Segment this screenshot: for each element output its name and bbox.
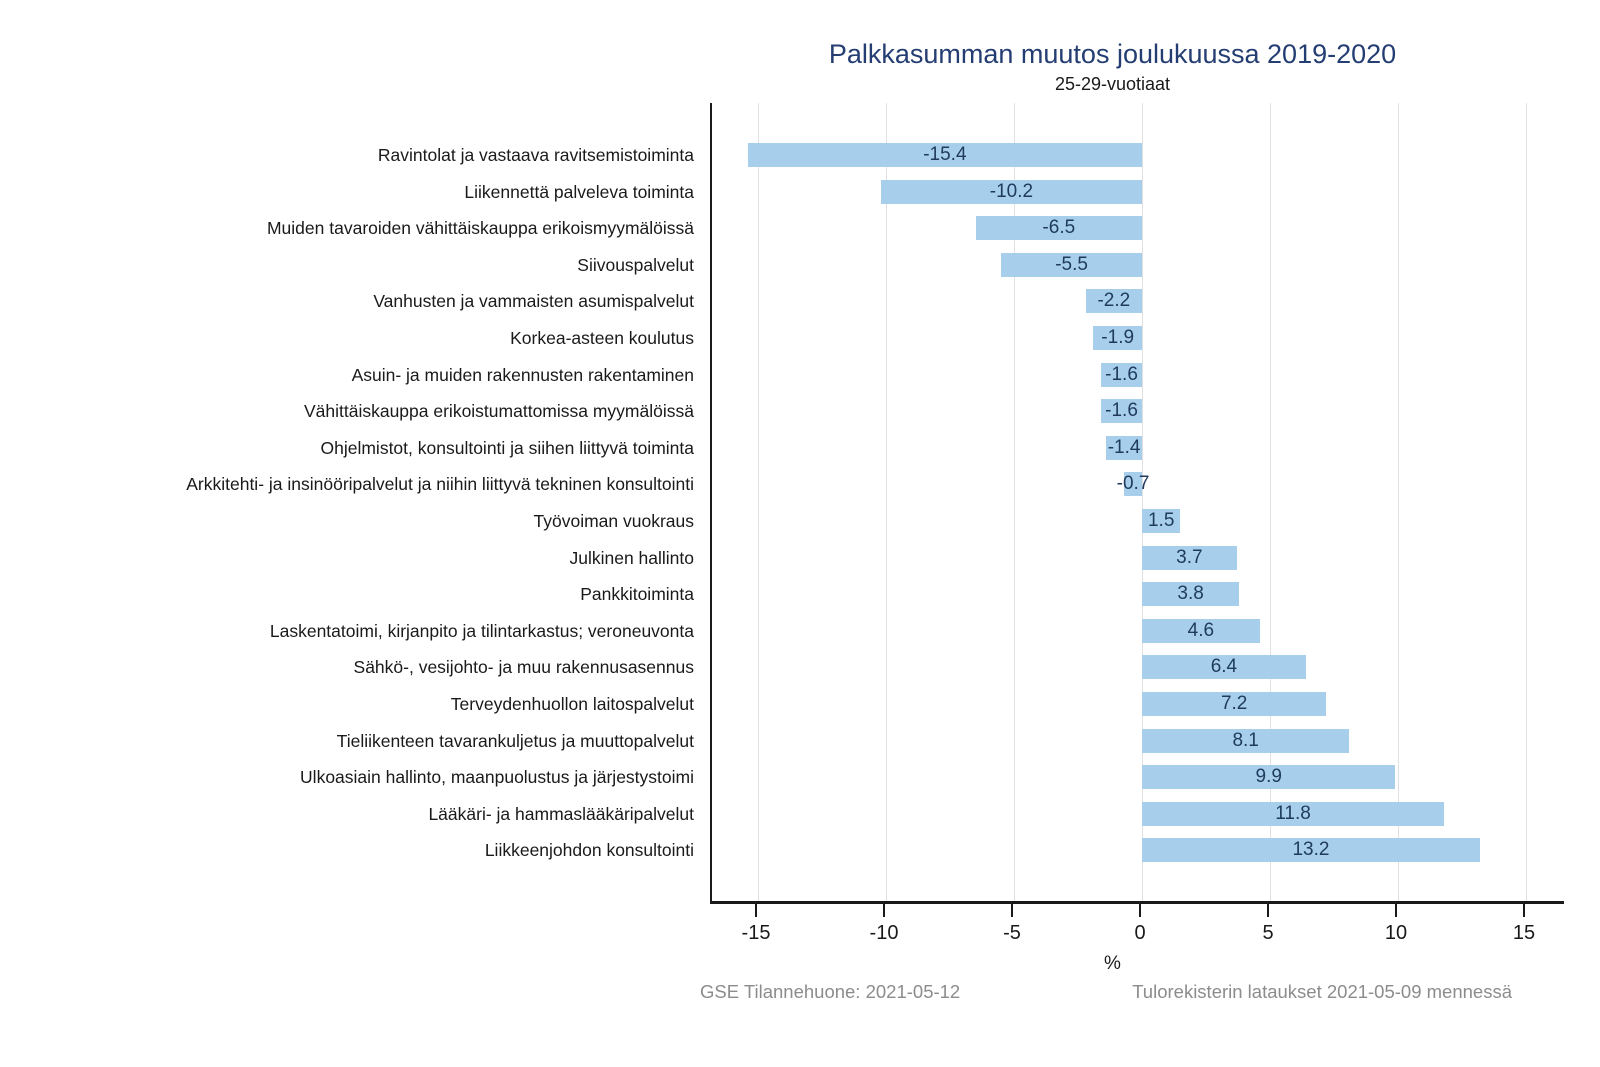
category-label: Ulkoasiain hallinto, maanpuolustus ja järjestystoimi [300, 767, 694, 788]
bar-value-label: -15.4 [923, 144, 967, 165]
bar-value-label: 13.2 [1292, 839, 1330, 861]
category-label: Asuin- ja muiden rakennusten rakentaminen [351, 364, 694, 385]
x-axis-title: % [1104, 953, 1121, 974]
title-block [690, 38, 1535, 96]
x-tick-mark [1011, 904, 1013, 917]
chart-subtitle: 25-29-vuotiaat [1054, 74, 1171, 94]
bar-value-label: 8.1 [1232, 729, 1259, 751]
bar-value-label: -6.5 [1042, 217, 1076, 239]
x-tick-label: -15 [741, 922, 771, 944]
gridline [886, 103, 887, 901]
category-label: Ravintolat ja vastaava ravitsemistoiminta [377, 145, 694, 165]
x-tick-label: 10 [1384, 922, 1408, 944]
category-label: Liikennettä palveleva toiminta [464, 181, 694, 202]
gridline [758, 103, 759, 901]
x-tick-mark [1139, 904, 1141, 917]
category-label: Terveydenhuollon laitospalvelut [450, 694, 694, 714]
category-label: Lääkäri- ja hammaslääkäripalvelut [428, 803, 694, 824]
category-label: Työvoiman vuokraus [533, 511, 694, 531]
x-tick-label: -10 [869, 922, 899, 944]
bar-value-label: 9.9 [1255, 766, 1282, 788]
category-label: Laskentatoimi, kirjanpito ja tilintarkastus; veroneuvonta [269, 620, 694, 641]
bar-value-label: -2.2 [1097, 290, 1131, 312]
bar-value-label: -1.6 [1105, 400, 1138, 422]
category-label: Arkkitehti- ja insinööripalvelut ja niihin liittyvä tekninen konsultointi [186, 474, 694, 495]
bar-value-label: -1.4 [1107, 436, 1141, 458]
footer-source-right: Tulorekisterin lataukset 2021-05-09 mennessä [1132, 981, 1512, 1002]
bar-value-label: 4.6 [1187, 619, 1215, 641]
category-label: Muiden tavaroiden vähittäiskauppa erikoismyymälöissä [266, 218, 694, 239]
x-tick-label: 0 [1134, 922, 1146, 944]
footer [700, 980, 1512, 1004]
bar-value-label: -0.7 [1116, 473, 1150, 495]
chart-title: Palkkasumman muutos joulukuussa 2019-2020 [828, 39, 1397, 69]
bar-value-label: 1.5 [1147, 510, 1175, 531]
bar-value-label: 7.2 [1220, 693, 1248, 714]
bar-value-label: 6.4 [1210, 656, 1238, 678]
plot-area [710, 103, 1564, 904]
gridline [1398, 103, 1399, 901]
bar-value-label: -1.9 [1101, 327, 1135, 348]
x-tick-mark [883, 904, 885, 917]
category-label: Tieliikenteen tavarankuljetus ja muuttopalvelut [336, 730, 694, 751]
category-label: Vanhusten ja vammaisten asumispalvelut [373, 291, 694, 312]
bar-value-label: -10.2 [989, 180, 1034, 202]
category-label: Siivouspalvelut [577, 254, 694, 275]
category-label: Pankkitoiminta [580, 584, 694, 605]
x-tick-mark [755, 904, 757, 917]
x-tick-label: 5 [1262, 922, 1274, 944]
category-label: Liikkeenjohdon konsultointi [484, 840, 694, 861]
category-label: Korkea-asteen koulutus [510, 328, 694, 348]
category-label: Vähittäiskauppa erikoistumattomissa myymälöissä [303, 401, 694, 422]
x-tick-mark [1523, 904, 1525, 917]
x-tick-label: 15 [1512, 922, 1536, 944]
x-tick-mark [1395, 904, 1397, 917]
bar-value-label: 11.8 [1275, 802, 1311, 824]
footer-source-left: GSE Tilannehuone: 2021-05-12 [700, 981, 961, 1002]
category-label: Ohjelmistot, konsultointi ja siihen liittyvä toiminta [320, 437, 694, 458]
category-label: Julkinen hallinto [569, 547, 694, 568]
x-tick-mark [1267, 904, 1269, 917]
gridline [1526, 103, 1527, 901]
bar-value-label: -5.5 [1055, 253, 1088, 275]
category-label: Sähkö-, vesijohto- ja muu rakennusasennus [353, 657, 694, 678]
bar-value-label: 3.7 [1176, 546, 1203, 568]
bar-value-label: 3.8 [1177, 583, 1204, 605]
x-tick-label: -5 [1003, 922, 1021, 944]
bar-value-label: -1.6 [1105, 363, 1138, 385]
